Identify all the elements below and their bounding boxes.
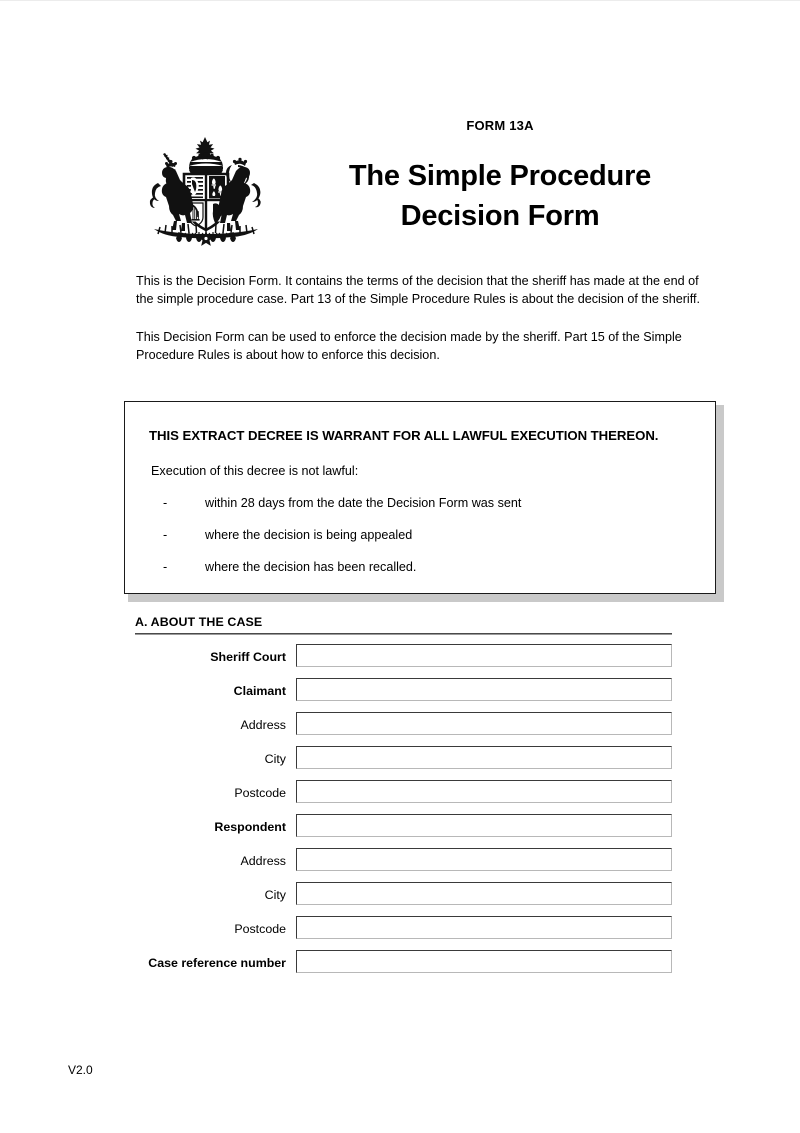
section-a-title: A. ABOUT THE CASE [135, 615, 263, 629]
page-title-line-1: The Simple Procedure [348, 160, 652, 192]
field-row-claimant-postcode [0, 780, 800, 814]
introduction-text [136, 273, 706, 364]
field-row-respondent-city [0, 882, 800, 916]
page-title [280, 156, 720, 236]
warning-conditions-list [163, 496, 683, 592]
document-header [0, 118, 800, 248]
form-number: FORM 13A [466, 118, 534, 133]
warning-item-text: where the decision has been recalled. [205, 560, 417, 574]
field-row-claimant-address [0, 712, 800, 746]
claimant-name-input[interactable] [296, 678, 672, 701]
field-row-case-reference-number [0, 950, 800, 984]
respondent-city-input[interactable] [296, 882, 672, 905]
field-label-claimant-address: Address [240, 718, 286, 732]
list-item [163, 496, 683, 528]
page-title-line-2: Decision Form [400, 200, 600, 232]
field-label-respondent-address: Address [240, 854, 286, 868]
document-version: V2.0 [68, 1063, 93, 1077]
section-a-divider [135, 633, 672, 635]
page-top-edge-rule [0, 0, 800, 1]
field-label-respondent-city: City [264, 888, 286, 902]
respondent-postcode-input[interactable] [296, 916, 672, 939]
respondent-address-input[interactable] [296, 848, 672, 871]
field-row-respondent-address [0, 848, 800, 882]
field-label-claimant-postcode: Postcode [234, 786, 286, 800]
field-row-claimant-city [0, 746, 800, 780]
section-a-header [135, 615, 672, 635]
extract-decree-warning [124, 401, 724, 602]
list-item [163, 560, 683, 592]
claimant-city-input[interactable] [296, 746, 672, 769]
field-label-claimant-city: City [264, 752, 286, 766]
respondent-name-input[interactable] [296, 814, 672, 837]
bullet-dash-icon: - [163, 496, 168, 510]
sheriff-court-input[interactable] [296, 644, 672, 667]
claimant-address-input[interactable] [296, 712, 672, 735]
warning-item-text: where the decision is being appealed [205, 528, 413, 542]
warning-item-text: within 28 days from the date the Decision Form was sent [205, 496, 522, 510]
field-label-sheriff-court: Sheriff Court [210, 650, 286, 664]
warning-box [124, 401, 716, 594]
warning-lead-in: Execution of this decree is not lawful: [151, 464, 359, 478]
bullet-dash-icon: - [163, 560, 168, 574]
bullet-dash-icon: - [163, 528, 168, 542]
scottish-royal-coat-of-arms-icon [136, 135, 276, 247]
section-a-fields [0, 644, 800, 984]
case-reference-number-input[interactable] [296, 950, 672, 973]
field-label-respondent: Respondent [214, 820, 286, 834]
claimant-postcode-input[interactable] [296, 780, 672, 803]
intro-paragraph-2: This Decision Form can be used to enforce the decision made by the sheriff. Part 15 of the Simple Procedure Rules is about how to enforce this decision. [136, 330, 682, 362]
field-label-claimant: Claimant [233, 684, 286, 698]
field-row-claimant [0, 678, 800, 712]
list-item [163, 528, 683, 560]
warning-heading: THIS EXTRACT DECREE IS WARRANT FOR ALL LAWFUL EXECUTION THEREON. [149, 428, 659, 443]
field-label-respondent-postcode: Postcode [234, 922, 286, 936]
intro-paragraph-1: This is the Decision Form. It contains the terms of the decision that the sheriff has made at the end of the simple procedure case. Part 13 of the Simple Procedure Rules is about the decision of the sheriff. [136, 274, 701, 306]
field-row-sheriff-court [0, 644, 800, 678]
field-label-case-reference-number: Case reference number [148, 956, 286, 970]
field-row-respondent [0, 814, 800, 848]
field-row-respondent-postcode [0, 916, 800, 950]
